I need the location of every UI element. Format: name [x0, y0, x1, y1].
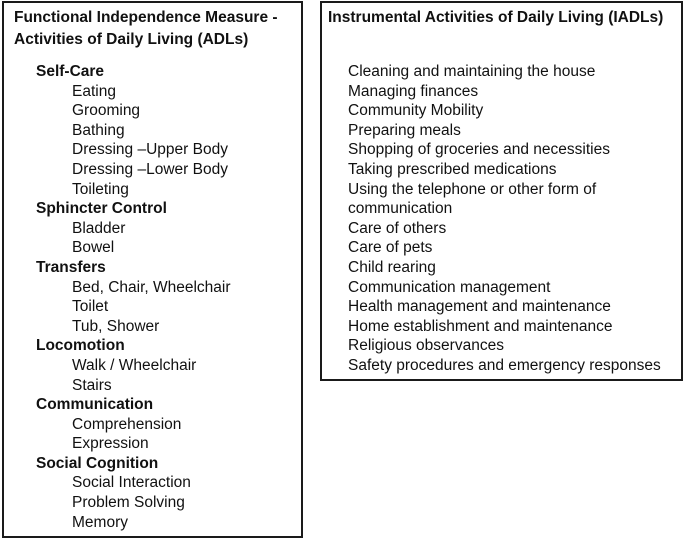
- adl-category: Locomotion: [36, 337, 125, 355]
- adl-item: Eating: [72, 82, 116, 100]
- iadl-item: Care of others: [348, 219, 447, 237]
- iadl-title: Instrumental Activities of Daily Living (IADLs): [328, 9, 664, 26]
- adl-item: Problem Solving: [72, 494, 185, 512]
- iadl-item: Shopping of groceries and necessities: [348, 141, 610, 159]
- adl-item: Grooming: [72, 102, 141, 120]
- adl-item: Stairs: [72, 376, 112, 394]
- iadl-item: Cleaning and maintaining the house: [348, 63, 596, 80]
- adl-category: Transfers: [36, 258, 106, 276]
- adl-item: Bathing: [72, 121, 125, 139]
- iadl-item: Taking prescribed medications: [348, 160, 557, 178]
- iadl-panel: [320, 1, 683, 381]
- adl-item: Expression: [72, 435, 149, 453]
- iadl-item: Child rearing: [348, 258, 436, 276]
- adl-list: [36, 62, 231, 532]
- iadl-item: Health management and maintenance: [348, 298, 611, 316]
- iadl-item: Home establishment and maintenance: [348, 317, 613, 335]
- adl-item: Bed, Chair, Wheelchair: [72, 278, 231, 296]
- adl-item: Dressing –Upper Body: [72, 141, 228, 159]
- iadl-item: Care of pets: [348, 239, 433, 257]
- adl-item: Comprehension: [72, 415, 182, 433]
- adl-category: Social Cognition: [36, 454, 159, 472]
- iadl-item: Preparing meals: [348, 121, 461, 139]
- iadl-item: Community Mobility: [348, 102, 484, 120]
- adl-item: Memory: [72, 513, 128, 531]
- iadl-item: Safety procedures and emergency responses: [348, 356, 661, 374]
- iadl-item: Religious observances: [348, 337, 504, 355]
- adl-category: Self-Care: [36, 63, 105, 80]
- adl-item: Toilet: [72, 298, 109, 316]
- adl-item: Dressing –Lower Body: [72, 160, 228, 178]
- adl-item: Bowel: [72, 239, 115, 257]
- adl-item: Bladder: [72, 219, 126, 237]
- iadl-item: Managing finances: [348, 82, 479, 100]
- iadl-list: [348, 62, 682, 376]
- adl-item: Tub, Shower: [72, 317, 160, 335]
- adl-item: Toileting: [72, 180, 129, 198]
- adl-category: Sphincter Control: [36, 200, 167, 218]
- iadl-item: Communication management: [348, 278, 551, 296]
- adl-item: Walk / Wheelchair: [72, 356, 197, 374]
- adl-panel: [2, 1, 303, 538]
- adl-item: Social Interaction: [72, 474, 191, 492]
- iadl-item: Using the telephone or other form of communication: [348, 180, 597, 218]
- adl-category: Communication: [36, 396, 154, 414]
- adl-title: Functional Independence Measure - Activities of Daily Living (ADLs): [14, 9, 278, 48]
